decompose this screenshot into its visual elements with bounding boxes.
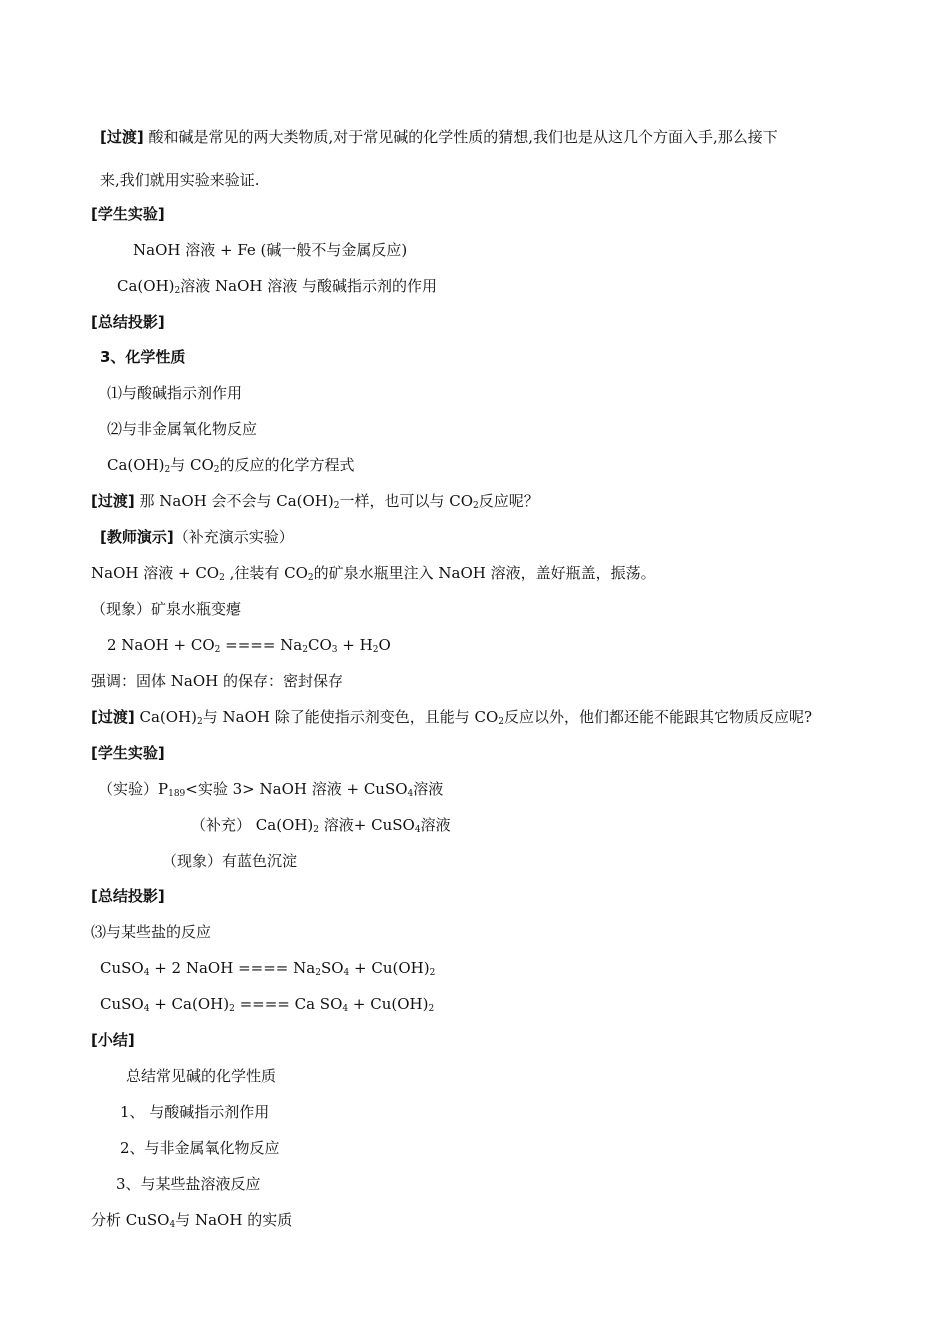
heading-student-experiment: [学生实验] — [91, 205, 165, 223]
phenomenon-line: （现象）矿泉水瓶变瘪 — [91, 600, 242, 618]
experiment-line: （实验）$P_{189}<$实验 3> NaOH 溶液 + CuSO$_4$溶液 — [98, 780, 444, 799]
experiment-line: NaOH 溶液 + Fe (碱一般不与金属反应) — [133, 241, 408, 259]
teacher-demo-line: [教师演示]（补充演示实验） — [100, 528, 294, 546]
heading-summary-projection: [总结投影] — [91, 313, 165, 331]
property-item: ⑴与酸碱指示剂作用 — [107, 384, 243, 402]
experiment-line: （补充） $Ca(OH)_2$ 溶液+ CuSO$_4$溶液 — [191, 816, 451, 835]
equation-note: $Ca(OH)_2$与 $CO_2$的反应的化学方程式 — [107, 456, 355, 475]
section-title: 3、化学性质 — [100, 348, 186, 366]
paragraph-continuation: 来,我们就用实验来验证. — [100, 171, 260, 189]
reaction-equation: 2 NaOH + $CO_2$ ==== $Na_2CO_3 + H_2O$ — [107, 636, 391, 655]
conclusion-intro: 总结常见碱的化学性质 — [126, 1067, 277, 1085]
emphasis-line: 强调：固体 NaOH 的保存：密封保存 — [91, 672, 343, 690]
paragraph-text: 酸和碱是常见的两大类物质,对于常见碱的化学性质的猜想,我们也是从这几个方面入手,那么接下 — [143, 128, 778, 146]
reaction-equation: CuSO$_4$ + $Ca(OH)_2$ ==== Ca $SO_4 + Cu(OH)_2$ — [100, 995, 435, 1014]
conclusion-item: 1、 与酸碱指示剂作用 — [120, 1103, 270, 1121]
reaction-equation: CuSO$_4$ + 2 NaOH ==== $Na_2SO_4 + Cu(OH)_2$ — [100, 959, 436, 978]
heading-summary-projection: [总结投影] — [91, 887, 165, 905]
analysis-line: 分析 CuSO$_4$与 NaOH 的实质 — [91, 1211, 293, 1230]
section-tag: [过渡] — [100, 128, 144, 146]
paragraph-transition-1 — [100, 127, 778, 147]
paragraph-transition-2: [过渡] 那 NaOH 会不会与 $Ca(OH)_2$一样，也可以与 $CO_2$反应呢？ — [91, 492, 539, 511]
heading-conclusion: [小结] — [91, 1031, 135, 1049]
heading-student-experiment: [学生实验] — [91, 744, 165, 762]
property-item: ⑶与某些盐的反应 — [91, 923, 212, 941]
paragraph-transition-3: [过渡] $Ca(OH)_2$与 NaOH 除了能使指示剂变色，且能与 $CO_2$反应以外，他们都还能不能跟其它物质反应呢? — [91, 708, 813, 727]
demo-description: NaOH 溶液 + $CO_2$ ,往装有 $CO_2$的矿泉水瓶里注入 NaOH 溶液，盖好瓶盖，振荡。 — [91, 564, 656, 583]
experiment-line: $Ca(OH)_2$溶液 NaOH 溶液 与酸碱指示剂的作用 — [117, 277, 438, 296]
conclusion-item: 3、与某些盐溶液反应 — [116, 1175, 261, 1193]
phenomenon-line: （现象）有蓝色沉淀 — [162, 852, 298, 870]
conclusion-item: 2、与非金属氧化物反应 — [120, 1139, 280, 1157]
property-item: ⑵与非金属氧化物反应 — [107, 420, 258, 438]
